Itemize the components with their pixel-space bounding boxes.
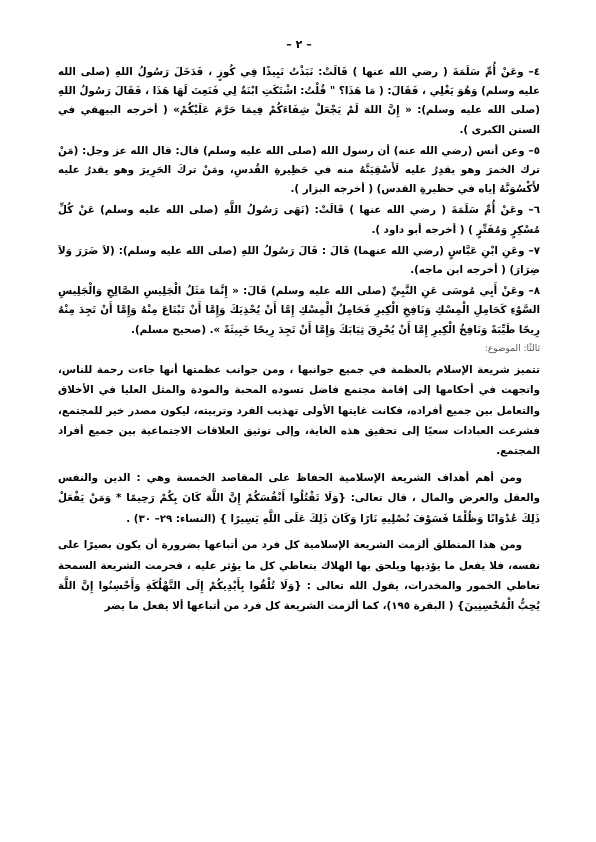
hadith-text: وعن أنس (رضي الله عنه) أن رسول الله (صلى الله عليه وسلم) قال: قال الله عز وجل: (مَنْ ترك الخمرَ وهو يقدِرُ عليه لَأَسْقِيَنَّهُ منه في حَظِيرةِ القُدسِ، ومَنْ تركَ الحَرِيرَ وهو يقدرُ عليه لأَكْسُوَنَّهُ إياه في حظيرةِ القدس) ( أخرجه البزار ). — [58, 144, 540, 196]
hadith-number: ٦– — [528, 204, 540, 217]
hadith-text: وعَنْ أَبِي مُوسَى عَنِ النَّبِيِّ (صلى الله عليه وسلم) قَالَ: « إِنَّمَا مَثَلُ الْجَلِيسِ الصَّالِحِ وَالْجَلِيسِ السَّوْءِ كَحَامِلِ الْمِسْكِ وَنَافِخِ الْكِيرِ فَحَامِلُ الْمِسْكِ إِمَّا أَنْ يُحْذِيَكَ وَإِمَّا أَنْ تَبْتَاعَ مِنْهُ وَإِمَّا أَنْ تَجِدَ مِنْهُ رِيحًا طَيِّبَةً وَنَافِخُ الْكِيرِ إِمَّا أَنْ يُحْرِقَ ثِيَابَكَ وَإِمَّا أَنْ تَجِدَ رِيحًا خَبِيثَةً ». (صحيح مسلم). — [58, 285, 540, 336]
hadith-number: ٧– — [528, 244, 540, 257]
hadith-number: ٥– — [528, 144, 540, 157]
hadith-item — [58, 63, 540, 140]
body-paragraph: ومن هذا المنطلق ألزمت الشريعة الإسلامية كل فرد من أتباعها بضرورة أن يكون بصيرًا على نفسه، فلا يفعل ما يؤذيها ويلحق بها الهلاك بتعاطي كل ما يؤثر عليه ، فحرمت الشريعة السمحة تعاطي الخمور والمخدرات، يقول الله تعالى : {وَلَا تُلْقُوا بِأَيْدِيكُمْ إِلَى التَّهْلُكَةِ وَأَحْسِنُوا إِنَّ اللَّهَ يُحِبُّ الْمُحْسِنِينَ} ( البقرة ١٩٥)، كما ألزمت الشريعة كل فرد من أتباعها ألا يفعل ما يضر — [58, 539, 540, 613]
document-page — [58, 38, 540, 623]
section-heading: ثالثًا: الموضوع: — [484, 343, 540, 354]
hadith-item — [58, 201, 540, 239]
hadith-item — [58, 142, 540, 200]
hadith-item — [58, 282, 540, 340]
body-paragraph: ومن أهم أهداف الشريعة الإسلامية الحفاظ على المقاصد الخمسة وهي : الدين والنفس والعقل والعرض والمال ، قال تعالى: {وَلَا تَقْتُلُوا أَنْفُسَكُمْ إِنَّ اللَّهَ كَانَ بِكُمْ رَحِيمًا * وَمَنْ يَفْعَلْ ذَلِكَ عُدْوَانًا وَظُلْمًا فَسَوْفَ نُصْلِيهِ نَارًا وَكَانَ ذَلِكَ عَلَى اللَّهِ يَسِيرًا } (النساء: ٢٩– ٣٠) . — [58, 471, 540, 525]
body-paragraph: تتميز شريعة الإسلام بالعظمة في جميع جوانبها ، ومن جوانب عظمتها أنها جاءت رحمة للناس، واتجهت في أحكامها إلى إقامة مجتمع فاضل تسوده المحبة والمودة والمثل العليا في الأخلاق والتعامل بين جميع أفراده، فكانت غايتها الأولى تهذيب الفرد وتربيته، ليكون مصدر خير للمجتمع، فشرعت العبادات سعيًا إلى تحقيق هذه الغاية، وإلى توثيق العلاقات الاجتماعية بين جميع أفراد المجتمع. — [58, 363, 540, 458]
hadith-number: ٨– — [528, 285, 540, 298]
hadith-text: وعَنِ ابْنِ عَبَّاسٍ (رضي الله عنهما) قَالَ : قَالَ رَسُولُ اللهِ (صلى الله عليه وسلم): (لاَ ضَرَرَ وَلاَ ضِرَارَ) ( أخرجه ابن ماجه). — [58, 244, 540, 277]
hadith-text: وعَنْ أُمِّ سَلَمَةَ ( رضي الله عنها ) قَالَتْ: (نَهَى رَسُولُ اللَّهِ (صلى الله عليه وسلم) عَنْ كُلِّ مُسْكِرٍ وَمُفَتِّرٍ ) ( أخرجه أبو داود ). — [58, 204, 540, 236]
hadith-item — [58, 242, 540, 280]
hadith-number: ٤– — [528, 66, 540, 78]
hadith-text: وعَنْ أُمِّ سَلَمَةَ ( رضي الله عنها ) قَالَتْ: نَبَذْتُ نَبِيذًا فِي كُوزٍ ، فَدَخَلَ رَسُولُ اللهِ (صلى الله عليه وسلم) وَهُوَ يَغْلِي ، فَقَالَ: ( مَا هَذَا؟ " قُلْتُ: اشْتَكَتِ ابْنَةٌ لِي فَنَعِتَ لَهَا هَذَا ، فَقَالَ رَسُولُ اللهِ (صلى الله عليه وسلم): « إِنَّ اللهَ لَمْ يَجْعَلْ شِفَاءَكُمْ فِيمَا حَرَّمَ عَلَيْكُمْ» ( أخرجه البيهقي في السنن الكبرى ). — [58, 66, 540, 136]
page-number: – ٢ – — [286, 38, 312, 51]
